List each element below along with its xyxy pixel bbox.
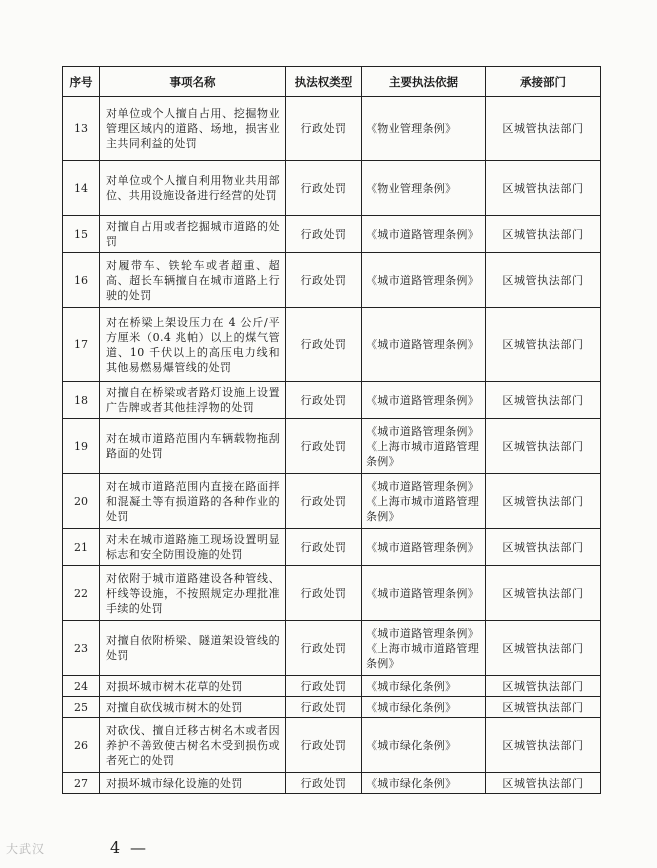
- row-item-name: 对擅自依附桥梁、隧道架设管线的处罚: [100, 621, 286, 676]
- page-footer: [0, 828, 657, 868]
- row-item-name: 对损坏城市树木花草的处罚: [100, 676, 286, 697]
- row-legal-basis: [362, 474, 486, 529]
- row-seq-number: 26: [63, 718, 100, 773]
- legal-basis-entry: 《城市绿化条例》: [366, 776, 457, 790]
- row-seq-number: 20: [63, 474, 100, 529]
- row-enforcement-type: 行政处罚: [286, 566, 362, 621]
- row-enforcement-type: 行政处罚: [286, 253, 362, 308]
- row-item-name: 对未在城市道路施工现场设置明显标志和安全防围设施的处罚: [100, 529, 286, 566]
- row-seq-number: 19: [63, 419, 100, 474]
- row-item-name: 对单位或个人擅自利用物业共用部位、共用设施设备进行经营的处罚: [100, 161, 286, 216]
- header-department: 承接部门: [486, 67, 601, 97]
- legal-basis-entry: 《城市道路管理条例》: [366, 424, 479, 438]
- row-department: 区城管执法部门: [486, 474, 601, 529]
- row-enforcement-type: 行政处罚: [286, 621, 362, 676]
- legal-basis-entry: 《城市道路管理条例》: [366, 393, 479, 407]
- row-department: 区城管执法部门: [486, 718, 601, 773]
- row-legal-basis: [362, 697, 486, 718]
- header-seq: 序号: [63, 67, 100, 97]
- row-department: 区城管执法部门: [486, 308, 601, 382]
- table-row: [63, 161, 601, 216]
- table-row: [63, 253, 601, 308]
- row-seq-number: 17: [63, 308, 100, 382]
- row-seq-number: 21: [63, 529, 100, 566]
- row-item-name: 对擅自占用或者挖掘城市道路的处罚: [100, 216, 286, 253]
- table-row: [63, 308, 601, 382]
- table-row: [63, 474, 601, 529]
- row-legal-basis: [362, 161, 486, 216]
- row-legal-basis: [362, 566, 486, 621]
- row-legal-basis: [362, 308, 486, 382]
- legal-basis-entry: 《城市道路管理条例》: [366, 626, 479, 640]
- row-item-name: 对履带车、铁轮车或者超重、超高、超长车辆擅自在城市道路上行驶的处罚: [100, 253, 286, 308]
- row-department: 区城管执法部门: [486, 773, 601, 794]
- row-item-name: 对砍伐、擅自迁移古树名木或者因养护不善致使古树名木受到损伤或者死亡的处罚: [100, 718, 286, 773]
- watermark-logo: 大武汉: [6, 842, 46, 856]
- legal-basis-entry: 《城市绿化条例》: [366, 679, 457, 693]
- table-row: [63, 718, 601, 773]
- row-department: 区城管执法部门: [486, 97, 601, 161]
- row-legal-basis: [362, 529, 486, 566]
- row-legal-basis: [362, 253, 486, 308]
- row-enforcement-type: 行政处罚: [286, 161, 362, 216]
- page-number-dash: —: [130, 838, 146, 857]
- row-item-name: 对在城市道路范围内直接在路面拌和混凝土等有损道路的各种作业的处罚: [100, 474, 286, 529]
- row-seq-number: 13: [63, 97, 100, 161]
- row-department: 区城管执法部门: [486, 419, 601, 474]
- row-enforcement-type: 行政处罚: [286, 676, 362, 697]
- row-seq-number: 16: [63, 253, 100, 308]
- legal-basis-entry: 《物业管理条例》: [366, 122, 457, 135]
- legal-basis-entry: 《城市道路管理条例》: [366, 338, 479, 351]
- legal-basis-entry: 《城市绿化条例》: [366, 738, 457, 752]
- table-body: [63, 97, 601, 794]
- row-legal-basis: [362, 97, 486, 161]
- legal-basis-entry: 《城市绿化条例》: [366, 700, 457, 714]
- legal-basis-entry: 《城市道路管理条例》: [366, 273, 479, 287]
- row-seq-number: 18: [63, 382, 100, 419]
- row-department: 区城管执法部门: [486, 566, 601, 621]
- row-legal-basis: [362, 382, 486, 419]
- row-enforcement-type: 行政处罚: [286, 419, 362, 474]
- row-seq-number: 24: [63, 676, 100, 697]
- row-enforcement-type: 行政处罚: [286, 308, 362, 382]
- row-enforcement-type: 行政处罚: [286, 216, 362, 253]
- table-row: [63, 621, 601, 676]
- row-department: 区城管执法部门: [486, 161, 601, 216]
- header-legal-basis: 主要执法依据: [362, 67, 486, 97]
- row-seq-number: 23: [63, 621, 100, 676]
- row-item-name: 对损坏城市绿化设施的处罚: [100, 773, 286, 794]
- table-row: [63, 419, 601, 474]
- table-row: [63, 566, 601, 621]
- legal-basis-entry: 《上海市城市道路管理条例》: [366, 439, 479, 468]
- legal-basis-entry: 《城市道路管理条例》: [366, 227, 479, 241]
- row-enforcement-type: 行政处罚: [286, 697, 362, 718]
- table-row: [63, 676, 601, 697]
- row-enforcement-type: 行政处罚: [286, 718, 362, 773]
- row-legal-basis: [362, 419, 486, 474]
- row-department: 区城管执法部门: [486, 253, 601, 308]
- table-header-row: [63, 67, 601, 97]
- row-enforcement-type: 行政处罚: [286, 97, 362, 161]
- header-enforcement-type: 执法权类型: [286, 67, 362, 97]
- row-seq-number: 22: [63, 566, 100, 621]
- legal-basis-entry: 《城市道路管理条例》: [366, 479, 479, 493]
- table-row: [63, 382, 601, 419]
- row-department: 区城管执法部门: [486, 529, 601, 566]
- legal-basis-entry: 《城市道路管理条例》: [366, 540, 479, 554]
- row-enforcement-type: 行政处罚: [286, 529, 362, 566]
- header-item-name: 事项名称: [100, 67, 286, 97]
- row-item-name: 对擅自在桥梁或者路灯设施上设置广告牌或者其他挂浮物的处罚: [100, 382, 286, 419]
- row-enforcement-type: 行政处罚: [286, 773, 362, 794]
- row-legal-basis: [362, 621, 486, 676]
- row-item-name: 对依附于城市道路建设各种管线、杆线等设施，不按照规定办理批准手续的处罚: [100, 566, 286, 621]
- legal-basis-entry: 《上海市城市道路管理条例》: [366, 494, 479, 523]
- table-row: [63, 97, 601, 161]
- table-row: [63, 529, 601, 566]
- row-seq-number: 25: [63, 697, 100, 718]
- legal-basis-entry: 《城市道路管理条例》: [366, 586, 479, 600]
- row-legal-basis: [362, 718, 486, 773]
- page-number: 4: [110, 838, 121, 857]
- table-row: [63, 216, 601, 253]
- enforcement-table: [62, 66, 601, 794]
- row-legal-basis: [362, 676, 486, 697]
- row-department: 区城管执法部门: [486, 621, 601, 676]
- row-department: 区城管执法部门: [486, 697, 601, 718]
- legal-basis-entry: 《上海市城市道路管理条例》: [366, 641, 479, 670]
- row-legal-basis: [362, 216, 486, 253]
- enforcement-table-container: [62, 66, 600, 794]
- row-item-name: 对单位或个人擅自占用、挖掘物业管理区域内的道路、场地，损害业主共同利益的处罚: [100, 97, 286, 161]
- row-item-name: 对在城市道路范围内车辆载物拖刮路面的处罚: [100, 419, 286, 474]
- row-enforcement-type: 行政处罚: [286, 382, 362, 419]
- row-department: 区城管执法部门: [486, 216, 601, 253]
- row-seq-number: 14: [63, 161, 100, 216]
- row-item-name: 对在桥梁上架设压力在 4 公斤/平方厘米（0.4 兆帕）以上的煤气管道、10 千伏以上的高压电力线和其他易燃易爆管线的处罚: [100, 308, 286, 382]
- row-enforcement-type: 行政处罚: [286, 474, 362, 529]
- legal-basis-entry: 《物业管理条例》: [366, 181, 457, 195]
- table-row: [63, 697, 601, 718]
- row-department: 区城管执法部门: [486, 382, 601, 419]
- row-department: 区城管执法部门: [486, 676, 601, 697]
- row-seq-number: 15: [63, 216, 100, 253]
- row-item-name: 对擅自砍伐城市树木的处罚: [100, 697, 286, 718]
- row-seq-number: 27: [63, 773, 100, 794]
- table-row: [63, 773, 601, 794]
- row-legal-basis: [362, 773, 486, 794]
